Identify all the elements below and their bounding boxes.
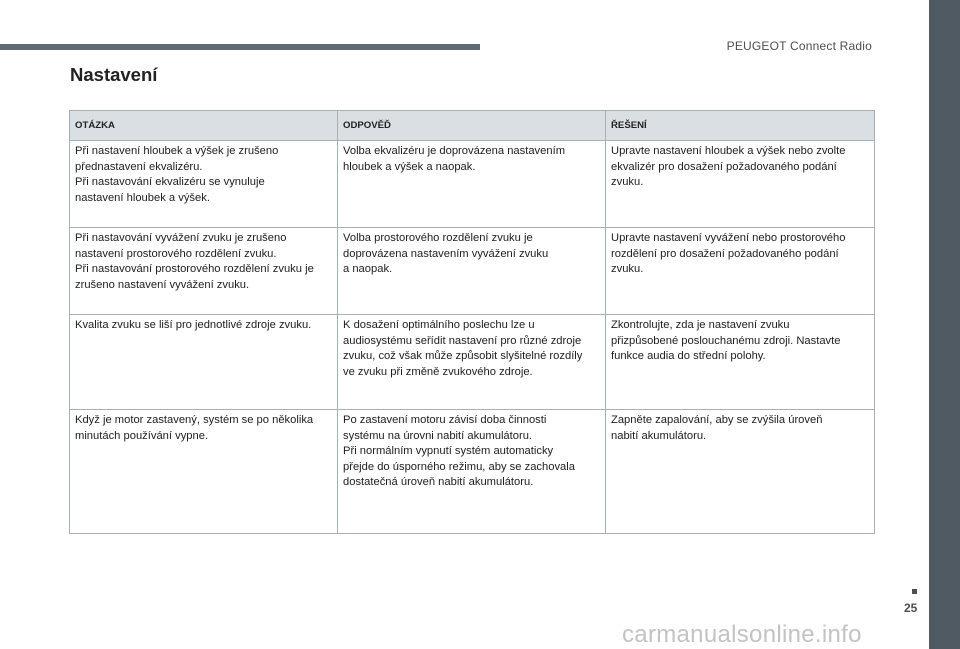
- column-header-solution: ŘEŠENÍ: [606, 111, 875, 141]
- solution-cell: Zapněte zapalování, aby se zvýšila úroveň nabití akumulátoru.: [606, 410, 875, 534]
- answer-cell: Volba prostorového rozdělení zvuku je doprovázena nastavením vyvážení zvuku a naopak.: [338, 228, 606, 315]
- solution-cell: Zkontrolujte, zda je nastavení zvuku přizpůsobené poslouchanému zdroji. Nastavte funkce audia do střední polohy.: [606, 315, 875, 410]
- question-cell: Když je motor zastavený, systém se po několika minutách používání vypne.: [70, 410, 338, 534]
- table-row: [70, 410, 875, 534]
- column-header-question: OTÁZKA: [70, 111, 338, 141]
- header-rule: [0, 44, 480, 50]
- question-cell: Při nastavování vyvážení zvuku je zrušeno nastavení prostorového rozdělení zvuku. Při nastavování prostorového rozdělení zvuku je zrušeno nastavení vyvážení zvuku.: [70, 228, 338, 315]
- side-edge-bar: [929, 0, 960, 649]
- continuation-marker: [912, 589, 917, 594]
- solution-cell: Upravte nastavení hloubek a výšek nebo zvolte ekvalizér pro dosažení požadovaného podání zvuku.: [606, 141, 875, 228]
- troubleshooting-table: [69, 110, 875, 534]
- column-header-answer: ODPOVĚĎ: [338, 111, 606, 141]
- watermark-text: carmanualsonline.info: [622, 621, 862, 648]
- question-cell: Kvalita zvuku se liší pro jednotlivé zdroje zvuku.: [70, 315, 338, 410]
- solution-cell: Upravte nastavení vyvážení nebo prostorového rozdělení pro dosažení požadovaného podání zvuku.: [606, 228, 875, 315]
- answer-cell: K dosažení optimálního poslechu lze u audiosystému seřídit nastavení pro různé zdroje zvuku, což však může způsobit slyšitelné rozdíly ve zvuku při změně zvukového zdroje.: [338, 315, 606, 410]
- table-row: [70, 141, 875, 228]
- page-number: 25: [904, 601, 918, 615]
- page-title: Nastavení: [70, 64, 158, 85]
- table-header-row: [70, 111, 875, 141]
- question-cell: Při nastavení hloubek a výšek je zrušeno přednastavení ekvalizéru. Při nastavování ekvalizéru se vynuluje nastavení hloubek a výšek.: [70, 141, 338, 228]
- brand-label: PEUGEOT Connect Radio: [726, 39, 872, 53]
- table-row: [70, 315, 875, 410]
- answer-cell: Volba ekvalizéru je doprovázena nastavením hloubek a výšek a naopak.: [338, 141, 606, 228]
- answer-cell: Po zastavení motoru závisí doba činnosti systému na úrovni nabití akumulátoru. Při normálním vypnutí systém automaticky přejde do úsporného režimu, aby se zachovala dostatečná úroveň nabití akumulátoru.: [338, 410, 606, 534]
- table-row: [70, 228, 875, 315]
